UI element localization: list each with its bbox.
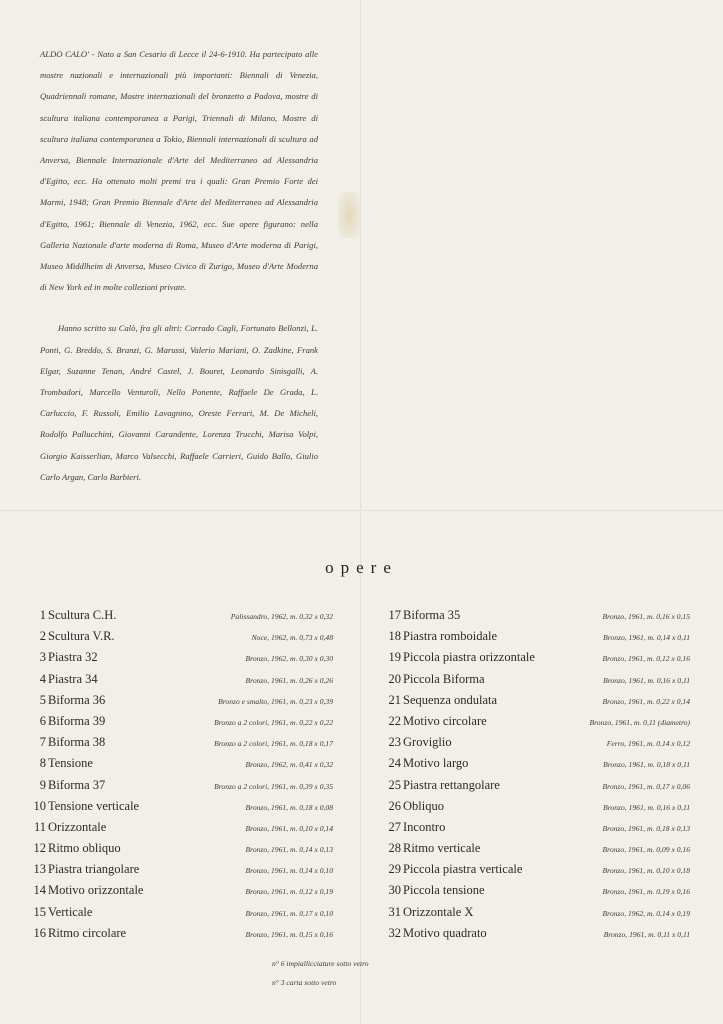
work-number: 18 (388, 629, 401, 644)
work-title: Scultura V.R. (48, 629, 115, 644)
work-row (30, 626, 333, 647)
vertical-fold-line (360, 0, 362, 1024)
work-number: 25 (388, 777, 401, 792)
work-number: 26 (388, 798, 401, 813)
work-row (30, 817, 333, 838)
work-title: Sequenza ondulata (403, 692, 498, 707)
work-details: Bronzo, 1961, m. 0,17 x 0,06 (602, 781, 690, 791)
work-title: Ritmo obliquo (48, 841, 121, 856)
work-number: 15 (33, 904, 46, 919)
footnote-paper: n° 3 carta sotto vetro (272, 978, 337, 987)
work-number: 16 (33, 925, 46, 940)
work-number: 2 (39, 629, 46, 644)
work-details: Bronzo, 1961, m. 0,14 x 0,13 (245, 845, 333, 855)
work-row (385, 902, 690, 923)
work-title: Piastra rettangolare (403, 777, 500, 792)
work-title: Groviglio (403, 735, 452, 750)
work-details: Bronzo, 1961, m. 0,16 x 0,15 (602, 612, 690, 621)
work-details: Bronzo, 1961, m. 0,18 x 0,13 (602, 823, 690, 833)
work-details: Bronzo, 1961, m. 0,12 x 0,19 (245, 887, 333, 897)
work-row (385, 669, 690, 690)
work-row (385, 626, 690, 647)
work-row (385, 690, 690, 711)
works-list-left (30, 605, 333, 944)
section-title: opere (325, 558, 398, 577)
work-title: Incontro (403, 819, 446, 834)
work-details: Bronzo, 1961, m. 0,11 (diametro) (589, 717, 690, 727)
work-row (30, 647, 333, 668)
work-number: 22 (388, 713, 401, 728)
work-title: Piccola Biforma (403, 671, 485, 686)
work-row (30, 902, 333, 923)
work-number: 24 (388, 756, 401, 771)
work-row (385, 605, 690, 626)
work-title: Piccola piastra verticale (403, 862, 523, 877)
work-details: Bronzo, 1961, m. 0,16 x 0,11 (603, 675, 690, 685)
work-row (385, 775, 690, 796)
work-title: Motivo largo (403, 756, 469, 771)
work-title: Tensione (48, 756, 93, 771)
work-number: 9 (39, 777, 46, 792)
artist-biography (40, 44, 318, 488)
work-details: Bronzo, 1961, m. 0,14 x 0,10 (245, 866, 333, 876)
work-row (385, 796, 690, 817)
work-title: Scultura C.H. (48, 608, 117, 622)
work-details: Bronzo, 1961, m. 0,15 x 0,16 (245, 929, 333, 939)
work-details: Bronzo a 2 colori, 1961, m. 0,39 x 0,35 (214, 781, 333, 791)
work-number: 31 (388, 904, 401, 919)
work-number: 10 (33, 798, 46, 813)
work-details: Bronzo, 1961, m. 0,18 x 0,08 (245, 802, 333, 812)
work-details: Bronzo, 1961, m. 0,10 x 0,14 (245, 823, 333, 833)
work-details: Noce, 1962, m. 0,73 x 0,48 (251, 633, 333, 643)
work-number: 23 (388, 735, 401, 750)
work-details: Bronzo a 2 colori, 1961, m. 0,18 x 0,17 (214, 739, 333, 749)
work-title: Motivo orizzontale (48, 883, 144, 898)
work-row (30, 605, 333, 626)
work-details: Bronzo, 1961, m. 0,18 x 0,11 (603, 760, 690, 770)
work-title: Tensione verticale (48, 798, 140, 813)
work-row (385, 711, 690, 732)
work-title: Biforma 35 (403, 608, 461, 622)
work-title: Piastra triangolare (48, 862, 140, 877)
work-details: Bronzo, 1962, m. 0,14 x 0,19 (602, 908, 690, 918)
work-row (30, 796, 333, 817)
work-details: Bronzo a 2 colori, 1961, m. 0,22 x 0,22 (214, 717, 333, 727)
work-details: Bronzo, 1961, m. 0,12 x 0,16 (602, 654, 690, 664)
work-details: Bronzo, 1961, m. 0,17 x 0,10 (245, 908, 333, 918)
work-number: 12 (33, 841, 46, 856)
footnote-veneers: n° 6 impiallicciature sotto vetro (272, 959, 369, 968)
work-row (30, 923, 333, 944)
work-title: Piastra 32 (48, 650, 98, 665)
work-number: 1 (39, 608, 46, 622)
work-row (30, 711, 333, 732)
work-number: 6 (39, 713, 46, 728)
work-number: 21 (388, 692, 401, 707)
work-details: Bronzo, 1961, m. 0,19 x 0,16 (602, 887, 690, 897)
work-title: Biforma 36 (48, 692, 106, 707)
work-title: Biforma 37 (48, 777, 106, 792)
work-title: Piccola piastra orizzontale (403, 650, 535, 665)
work-details: Ferro, 1961, m. 0,14 x 0,12 (606, 739, 690, 749)
work-title: Ritmo circolare (48, 925, 127, 940)
work-details: Bronzo e smalto, 1961, m. 0,23 x 0,39 (218, 696, 333, 706)
work-number: 27 (388, 819, 401, 834)
work-number: 20 (388, 671, 401, 686)
work-row (385, 923, 690, 944)
work-details: Bronzo, 1961, m. 0,09 x 0,16 (602, 845, 690, 855)
work-title: Motivo quadrato (403, 925, 487, 940)
work-number: 28 (388, 841, 401, 856)
work-number: 11 (33, 819, 46, 834)
work-details: Bronzo, 1961, m. 0,10 x 0,18 (602, 866, 690, 876)
work-row (30, 859, 333, 880)
work-details: Bronzo, 1961, m. 0,22 x 0,14 (602, 696, 690, 706)
work-title: Obliquo (403, 798, 444, 813)
work-number: 14 (33, 883, 46, 898)
work-row (30, 753, 333, 774)
work-number: 4 (39, 671, 46, 686)
work-row (385, 838, 690, 859)
work-row (30, 775, 333, 796)
work-title: Motivo circolare (403, 713, 487, 728)
work-row (385, 732, 690, 753)
work-details: Palissandro, 1962, m. 0,32 x 0,32 (230, 612, 333, 621)
work-title: Piastra 34 (48, 671, 98, 686)
work-number: 32 (388, 925, 401, 940)
work-details: Bronzo, 1961, m. 0,26 x 0,26 (245, 675, 333, 685)
work-details: Bronzo, 1962, m. 0,41 x 0,32 (245, 760, 333, 770)
work-row (385, 647, 690, 668)
work-title: Verticale (48, 904, 93, 919)
work-number: 17 (388, 608, 401, 622)
work-row (385, 753, 690, 774)
work-title: Piastra romboidale (403, 629, 498, 644)
work-title: Biforma 38 (48, 735, 106, 750)
work-details: Bronzo, 1961, m. 0,16 x 0,11 (603, 802, 690, 812)
work-row (385, 880, 690, 901)
work-row (385, 859, 690, 880)
work-details: Bronzo, 1961, m. 0,11 x 0,11 (603, 929, 690, 939)
work-title: Orizzontale X (403, 904, 474, 919)
work-number: 8 (39, 756, 46, 771)
work-row (30, 838, 333, 859)
work-row (30, 732, 333, 753)
work-number: 5 (39, 692, 46, 707)
work-title: Ritmo verticale (403, 841, 481, 856)
work-details: Bronzo, 1962, m. 0,30 x 0,30 (245, 654, 333, 664)
works-list-right (385, 605, 690, 944)
work-number: 30 (388, 883, 401, 898)
critics-paragraph: Hanno scritto su Calò, fra gli altri: Corrado Cagli, Fortunato Bellonzi, L. Ponti, G. Breddo, S. Branzi, G. Marussi, Valerio Mariani, O. Zadkine, Frank Elgar, Suzanne Tenan, André Castel, J. Bouret, Leonardo Sinisgalli, A. Trombadori, Marcello Venturoli, Nello Ponente, Raffaele De Grada, L. Carluccio, F. Russoli, Emilio Lavagnino, Oreste Ferrari, M. De Micheli, Rodolfo Pallucchini, Giovanni Carandente, Lorenza Trucchi, Marisa Volpi, Giorgio Kaisserlian, Marco Valsecchi, Raffaele Carrieri, Guido Ballo, Giulio Carlo Argan, Carlo Barbieri. (40, 323, 318, 482)
horizontal-fold-line (0, 510, 723, 512)
work-title: Orizzontale (48, 819, 107, 834)
work-title: Biforma 39 (48, 713, 106, 728)
work-number: 13 (33, 862, 46, 877)
work-number: 29 (388, 862, 401, 877)
work-row (30, 669, 333, 690)
biography-paragraph: ALDO CALO' - Nato a San Cesario di Lecce il 24-6-1910. Ha partecipato alle mostre nazionali e internazionali più importanti: Biennali di Venezia, Quadriennali romane, Mostre internazionali del bronzetto a Padova, mostre di scultura italiana contemporanea a Parigi, Triennali di Milano, Mostre di scultura italiana contemporanea a Tokio, Biennali internazionali di scultura ad Anversa, Biennale Internazionale d'Arte del Mediterraneo ad Alessandria d'Egitto, ecc. Ha ottenuto molti premi tra i quali: Gran Premio Forte dei Marmi, 1948; Gran Premio Biennale d'Arte del Mediterraneo ad Alessandria d'Egitto, 1961; Biennale di Venezia, 1962, ecc. Sue opere figurano: nella Galleria Nazionale d'arte moderna di Roma, Museo d'Arte moderna di Parigi, Museo Middlheim di Anversa, Museo Civico di Zurigo, Museo d'Arte Moderna di New York ed in molte collezioni private. (40, 49, 318, 293)
paper-stain (338, 192, 360, 238)
work-row (30, 690, 333, 711)
work-number: 7 (39, 735, 46, 750)
work-row (30, 880, 333, 901)
work-row (385, 817, 690, 838)
work-number: 3 (39, 650, 46, 665)
work-details: Bronzo, 1961, m. 0,14 x 0,11 (603, 633, 690, 643)
work-title: Piccola tensione (403, 883, 485, 898)
work-number: 19 (388, 650, 401, 665)
